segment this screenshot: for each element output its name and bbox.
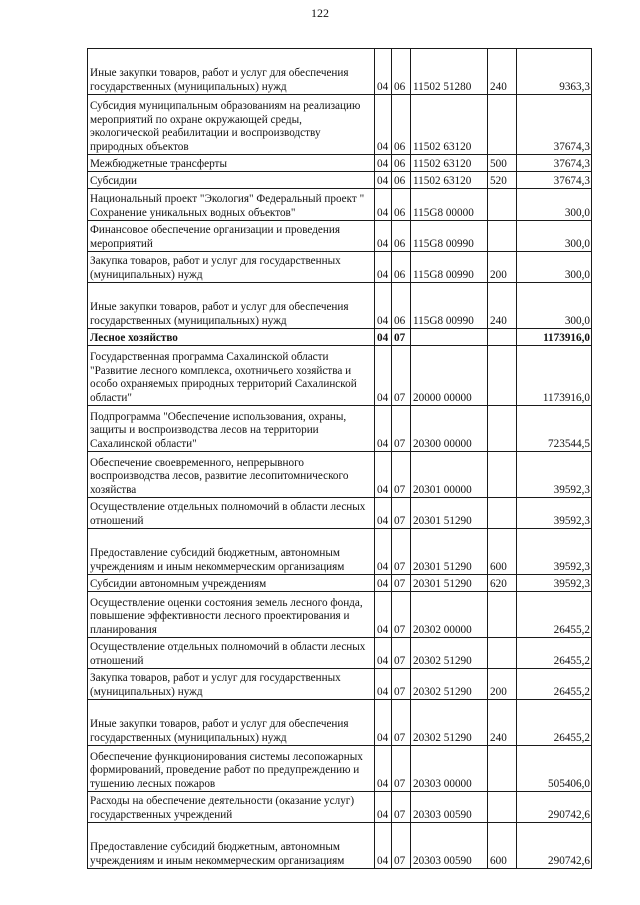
table-row <box>88 95 592 155</box>
item-name-cell: Субсидия муниципальным образованиям на реализацию мероприятий по охране окружающей среды, экологической реабилитации и воспроизводству природных объектов <box>88 95 375 155</box>
amount-cell: 300,0 <box>517 189 592 221</box>
item-name-cell: Национальный проект "Экология" Федеральный проект " Сохранение уникальных водных объектов" <box>88 189 375 221</box>
item-name-cell: Предоставление субсидий бюджетным, автономным учреждениям и иным некоммерческим организациям <box>88 529 375 575</box>
subsection-code-cell: 07 <box>392 638 411 669</box>
amount-cell: 26455,2 <box>517 669 592 700</box>
amount-cell: 300,0 <box>517 221 592 252</box>
target-article-cell: 20302 51290 <box>411 669 488 700</box>
expense-type-cell <box>488 452 517 498</box>
section-code-cell: 04 <box>375 823 392 869</box>
section-code-cell: 04 <box>375 155 392 172</box>
item-name-cell: Закупка товаров, работ и услуг для государственных (муниципальных) нужд <box>88 252 375 283</box>
target-article-cell: 20302 00000 <box>411 592 488 638</box>
table-row <box>88 592 592 638</box>
section-code-cell: 04 <box>375 406 392 452</box>
subsection-code-cell: 07 <box>392 452 411 498</box>
table-row <box>88 575 592 592</box>
table-row <box>88 529 592 575</box>
section-code-cell: 04 <box>375 792 392 823</box>
item-name-cell: Иные закупки товаров, работ и услуг для обеспечения государственных (муниципальных) нужд <box>88 49 375 95</box>
subsection-code-cell: 07 <box>392 792 411 823</box>
target-article-cell: 20000 00000 <box>411 346 488 406</box>
amount-cell: 300,0 <box>517 283 592 329</box>
section-code-cell: 04 <box>375 172 392 189</box>
table-row <box>88 638 592 669</box>
item-name-cell: Государственная программа Сахалинской области "Развитие лесного комплекса, охотничьего хозяйства и особо охраняемых природных территорий Сахалинской области" <box>88 346 375 406</box>
subsection-code-cell: 07 <box>392 329 411 346</box>
amount-cell: 290742,6 <box>517 792 592 823</box>
target-article-cell: 20301 51290 <box>411 498 488 529</box>
target-article-cell: 20303 00590 <box>411 823 488 869</box>
subsection-code-cell: 07 <box>392 592 411 638</box>
target-article-cell: 115G8 00990 <box>411 221 488 252</box>
amount-cell: 300,0 <box>517 252 592 283</box>
expense-type-cell: 600 <box>488 823 517 869</box>
section-code-cell: 04 <box>375 95 392 155</box>
table-row <box>88 406 592 452</box>
item-name-cell: Иные закупки товаров, работ и услуг для обеспечения государственных (муниципальных) нужд <box>88 700 375 746</box>
amount-cell: 26455,2 <box>517 700 592 746</box>
section-code-cell: 04 <box>375 221 392 252</box>
item-name-cell: Осуществление оценки состояния земель лесного фонда, повышение эффективности лесного проектирования и планирования <box>88 592 375 638</box>
item-name-cell: Субсидии <box>88 172 375 189</box>
target-article-cell: 20301 51290 <box>411 575 488 592</box>
amount-cell: 1173916,0 <box>517 329 592 346</box>
section-code-cell: 04 <box>375 592 392 638</box>
expense-type-cell <box>488 498 517 529</box>
section-code-cell: 04 <box>375 329 392 346</box>
expense-type-cell <box>488 189 517 221</box>
amount-cell: 37674,3 <box>517 172 592 189</box>
target-article-cell <box>411 329 488 346</box>
target-article-cell: 20301 00000 <box>411 452 488 498</box>
amount-cell: 37674,3 <box>517 155 592 172</box>
target-article-cell: 20303 00590 <box>411 792 488 823</box>
expense-type-cell <box>488 592 517 638</box>
table-row <box>88 221 592 252</box>
amount-cell: 26455,2 <box>517 638 592 669</box>
table-row <box>88 155 592 172</box>
page-number: 122 <box>311 6 329 20</box>
subsection-code-cell: 06 <box>392 189 411 221</box>
amount-cell: 290742,6 <box>517 823 592 869</box>
amount-cell: 39592,3 <box>517 529 592 575</box>
subsection-code-cell: 07 <box>392 823 411 869</box>
target-article-cell: 115G8 00000 <box>411 189 488 221</box>
table-row <box>88 669 592 700</box>
section-code-cell: 04 <box>375 452 392 498</box>
subsection-code-cell: 07 <box>392 575 411 592</box>
target-article-cell: 20303 00000 <box>411 746 488 792</box>
item-name-cell: Расходы на обеспечение деятельности (оказание услуг) государственных учреждений <box>88 792 375 823</box>
target-article-cell: 20300 00000 <box>411 406 488 452</box>
table-row <box>88 172 592 189</box>
expense-type-cell <box>488 329 517 346</box>
amount-cell: 1173916,0 <box>517 346 592 406</box>
amount-cell: 37674,3 <box>517 95 592 155</box>
section-code-cell: 04 <box>375 189 392 221</box>
subsection-code-cell: 07 <box>392 406 411 452</box>
expense-type-cell <box>488 221 517 252</box>
section-code-cell: 04 <box>375 746 392 792</box>
subsection-code-cell: 06 <box>392 172 411 189</box>
item-name-cell: Осуществление отдельных полномочий в области лесных отношений <box>88 498 375 529</box>
item-name-cell: Подпрограмма "Обеспечение использования, охраны, защиты и воспроизводства лесов на территории Сахалинской области" <box>88 406 375 452</box>
target-article-cell: 11502 63120 <box>411 172 488 189</box>
item-name-cell: Лесное хозяйство <box>88 329 375 346</box>
table-row <box>88 823 592 869</box>
target-article-cell: 115G8 00990 <box>411 252 488 283</box>
target-article-cell: 115G8 00990 <box>411 283 488 329</box>
section-code-cell: 04 <box>375 346 392 406</box>
expense-type-cell: 240 <box>488 283 517 329</box>
item-name-cell: Обеспечение своевременного, непрерывного воспроизводства лесов, развитие лесопитомнического хозяйства <box>88 452 375 498</box>
section-code-cell: 04 <box>375 700 392 746</box>
table-row <box>88 700 592 746</box>
target-article-cell: 11502 63120 <box>411 95 488 155</box>
table-row <box>88 252 592 283</box>
subsection-code-cell: 07 <box>392 669 411 700</box>
item-name-cell: Субсидии автономным учреждениям <box>88 575 375 592</box>
expense-type-cell: 600 <box>488 529 517 575</box>
subsection-code-cell: 06 <box>392 252 411 283</box>
table-row <box>88 792 592 823</box>
item-name-cell: Закупка товаров, работ и услуг для государственных (муниципальных) нужд <box>88 669 375 700</box>
item-name-cell: Межбюджетные трансферты <box>88 155 375 172</box>
expense-type-cell <box>488 95 517 155</box>
subsection-code-cell: 06 <box>392 283 411 329</box>
item-name-cell: Обеспечение функционирования системы лесопожарных формирований, проведение работ по предупреждению и тушению лесных пожаров <box>88 746 375 792</box>
item-name-cell: Осуществление отдельных полномочий в области лесных отношений <box>88 638 375 669</box>
subsection-code-cell: 07 <box>392 346 411 406</box>
budget-table <box>87 48 592 869</box>
table-row <box>88 283 592 329</box>
section-code-cell: 04 <box>375 575 392 592</box>
section-code-cell: 04 <box>375 638 392 669</box>
table-row <box>88 346 592 406</box>
budget-table-body <box>88 49 592 869</box>
expense-type-cell <box>488 638 517 669</box>
section-code-cell: 04 <box>375 529 392 575</box>
subsection-code-cell: 06 <box>392 155 411 172</box>
amount-cell: 39592,3 <box>517 452 592 498</box>
item-name-cell: Иные закупки товаров, работ и услуг для обеспечения государственных (муниципальных) нужд <box>88 283 375 329</box>
expense-type-cell <box>488 792 517 823</box>
expense-type-cell: 200 <box>488 669 517 700</box>
amount-cell: 39592,3 <box>517 575 592 592</box>
amount-cell: 26455,2 <box>517 592 592 638</box>
subsection-code-cell: 07 <box>392 746 411 792</box>
table-row-section-heading <box>88 329 592 346</box>
subsection-code-cell: 07 <box>392 498 411 529</box>
subsection-code-cell: 07 <box>392 700 411 746</box>
subsection-code-cell: 07 <box>392 529 411 575</box>
target-article-cell: 20302 51290 <box>411 638 488 669</box>
table-row <box>88 498 592 529</box>
subsection-code-cell: 06 <box>392 49 411 95</box>
table-row <box>88 189 592 221</box>
target-article-cell: 11502 51280 <box>411 49 488 95</box>
section-code-cell: 04 <box>375 498 392 529</box>
section-code-cell: 04 <box>375 283 392 329</box>
item-name-cell: Финансовое обеспечение организации и проведения мероприятий <box>88 221 375 252</box>
item-name-cell: Предоставление субсидий бюджетным, автономным учреждениям и иным некоммерческим организациям <box>88 823 375 869</box>
table-row <box>88 49 592 95</box>
subsection-code-cell: 06 <box>392 221 411 252</box>
expense-type-cell: 620 <box>488 575 517 592</box>
expense-type-cell <box>488 346 517 406</box>
expense-type-cell: 520 <box>488 172 517 189</box>
target-article-cell: 20302 51290 <box>411 700 488 746</box>
table-row <box>88 452 592 498</box>
target-article-cell: 20301 51290 <box>411 529 488 575</box>
expense-type-cell: 240 <box>488 49 517 95</box>
table-row <box>88 746 592 792</box>
amount-cell: 505406,0 <box>517 746 592 792</box>
subsection-code-cell: 06 <box>392 95 411 155</box>
section-code-cell: 04 <box>375 669 392 700</box>
expense-type-cell <box>488 746 517 792</box>
expense-type-cell: 500 <box>488 155 517 172</box>
amount-cell: 9363,3 <box>517 49 592 95</box>
expense-type-cell <box>488 406 517 452</box>
expense-type-cell: 200 <box>488 252 517 283</box>
section-code-cell: 04 <box>375 252 392 283</box>
amount-cell: 723544,5 <box>517 406 592 452</box>
amount-cell: 39592,3 <box>517 498 592 529</box>
section-code-cell: 04 <box>375 49 392 95</box>
target-article-cell: 11502 63120 <box>411 155 488 172</box>
expense-type-cell: 240 <box>488 700 517 746</box>
